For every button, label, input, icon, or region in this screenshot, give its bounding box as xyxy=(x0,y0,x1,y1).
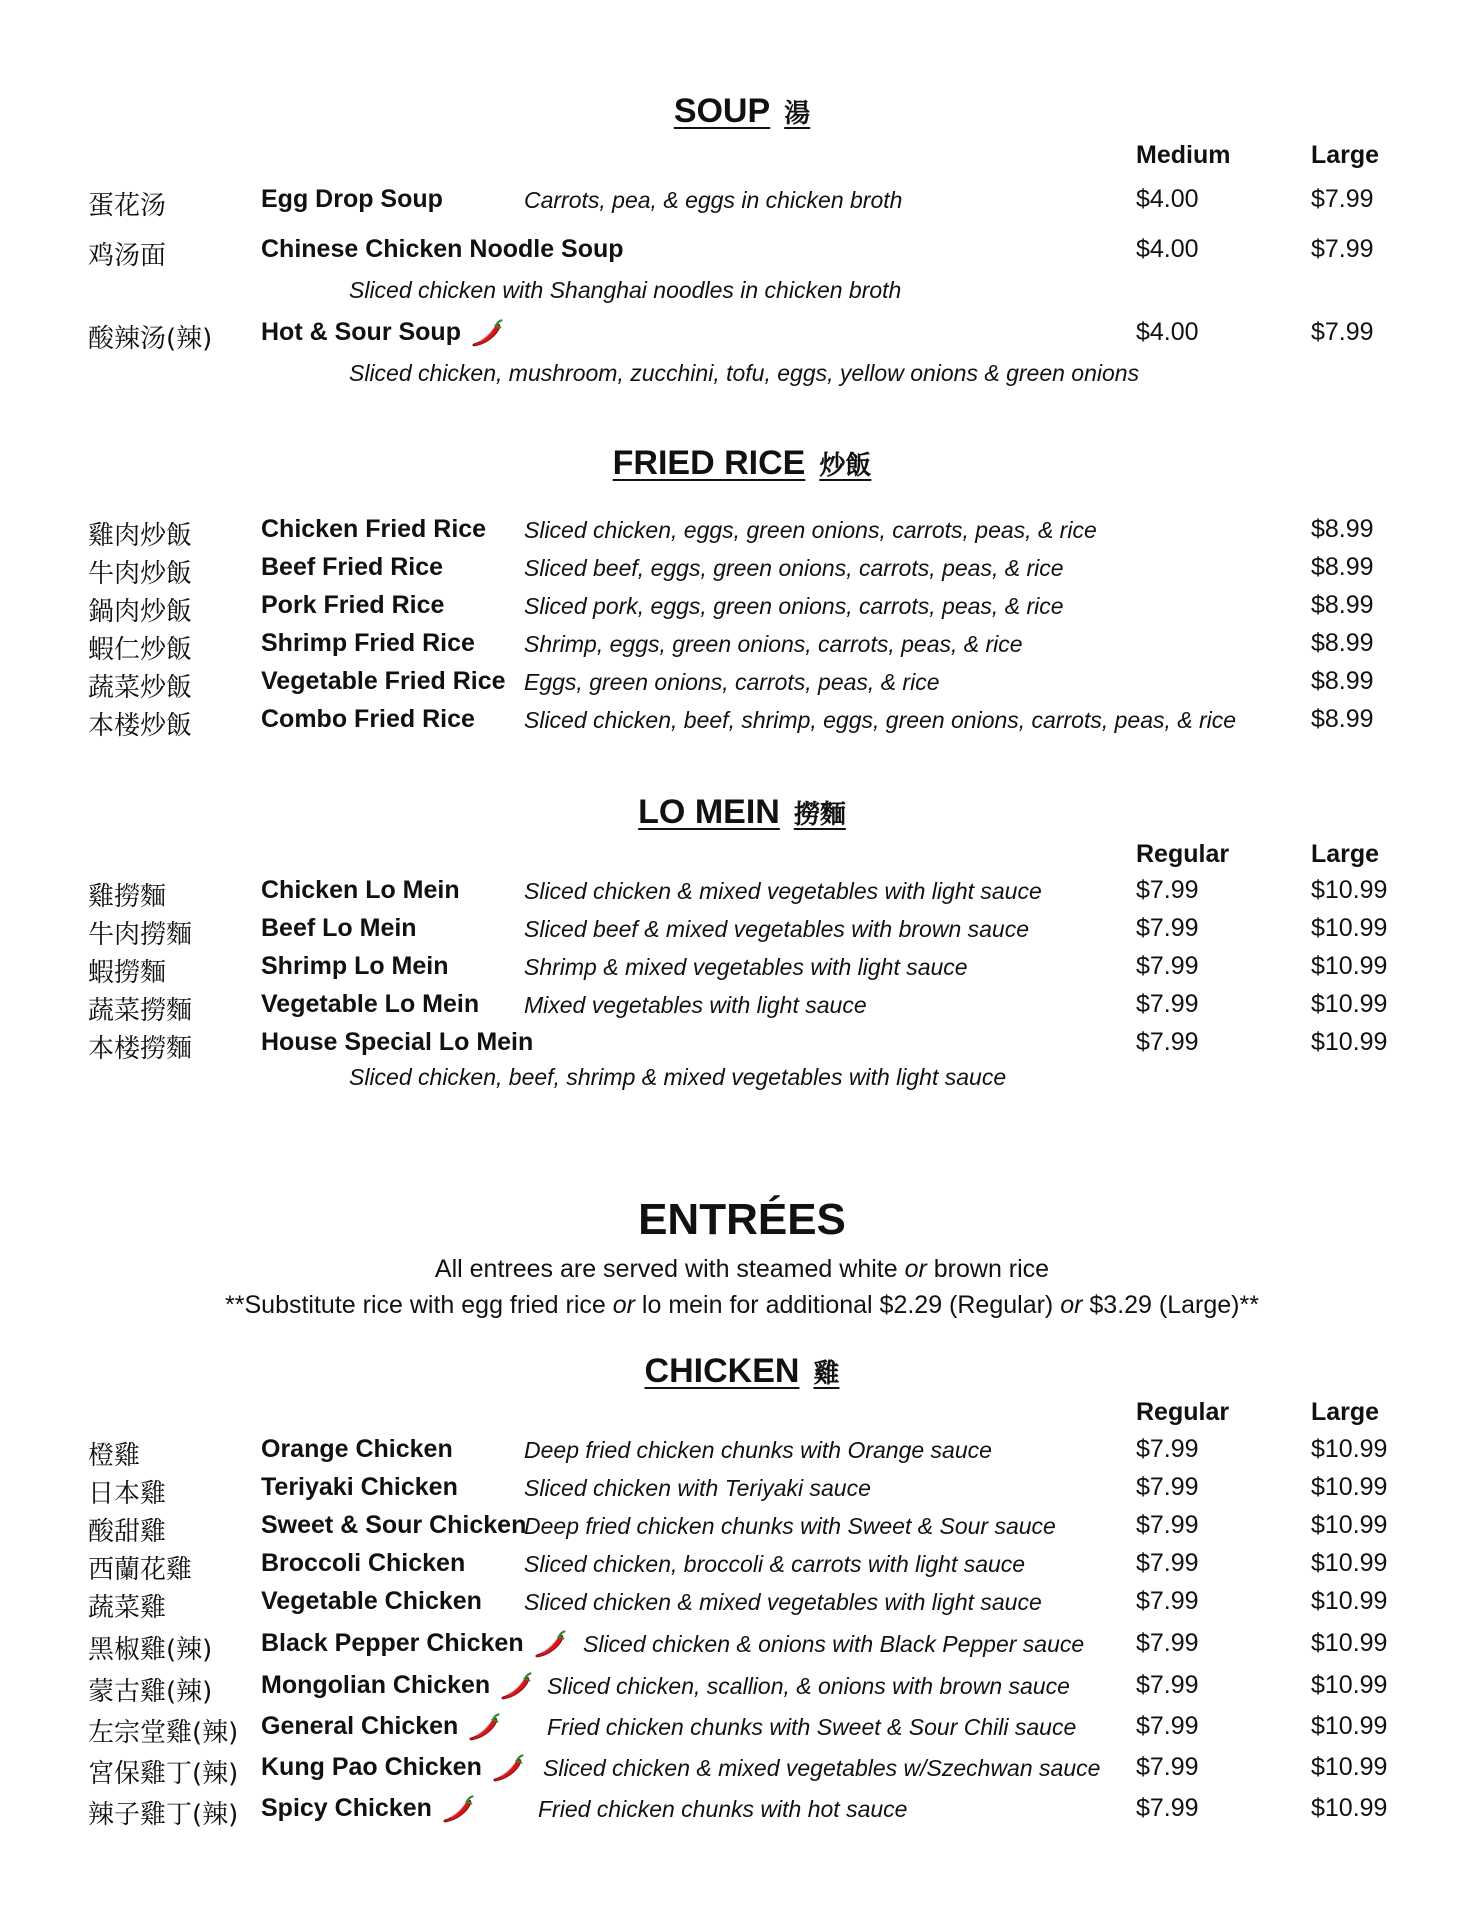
item-description: Shrimp & mixed vegetables with light sauce xyxy=(524,954,968,980)
price-medium: $4.00 xyxy=(1136,185,1199,213)
menu-row xyxy=(0,515,1484,549)
lo-mein-title: LO MEIN xyxy=(638,793,780,831)
note-text: $3.29 (Large)** xyxy=(1082,1291,1259,1319)
item-name-with-spicy xyxy=(261,318,505,348)
menu-row xyxy=(0,667,1484,701)
item-chinese-name: 黑椒雞(辣) xyxy=(88,1635,213,1665)
menu-row xyxy=(0,1435,1484,1469)
menu-row xyxy=(0,591,1484,625)
price-large: $10.99 xyxy=(1311,1473,1388,1501)
item-name: Beef Lo Mein xyxy=(261,914,417,942)
item-name: Shrimp Fried Rice xyxy=(261,629,475,657)
menu-row xyxy=(0,1794,1484,1828)
chili-pepper-icon xyxy=(440,1794,476,1824)
item-name: Black Pepper Chicken xyxy=(261,1629,524,1657)
item-name: Sweet & Sour Chicken xyxy=(261,1511,527,1539)
item-description: Fried chicken chunks with hot sauce xyxy=(538,1796,908,1822)
item-chinese-name: 雞肉炒飯 xyxy=(88,521,193,551)
price-regular: $7.99 xyxy=(1136,1028,1199,1056)
price-regular: $7.99 xyxy=(1136,1712,1199,1740)
note-text: or xyxy=(612,1291,635,1319)
price-medium: $4.00 xyxy=(1136,318,1199,346)
item-description: Shrimp, eggs, green onions, carrots, peas, & rice xyxy=(524,631,1023,657)
item-name: Pork Fried Rice xyxy=(261,591,445,619)
price-large: $10.99 xyxy=(1311,1435,1388,1463)
price-regular: $7.99 xyxy=(1136,1435,1199,1463)
note-text: All entrees are served with steamed white xyxy=(434,1255,905,1283)
price-large: $10.99 xyxy=(1311,1028,1388,1056)
item-chinese-name: 蔬菜撈麵 xyxy=(88,996,193,1026)
price-large: $10.99 xyxy=(1311,952,1388,980)
menu-row xyxy=(0,629,1484,663)
item-chinese-name: 蒙古雞(辣) xyxy=(88,1677,213,1707)
item-description: Sliced chicken & onions with Black Pepper sauce xyxy=(583,1631,1085,1657)
item-description: Mixed vegetables with light sauce xyxy=(524,992,867,1018)
item-name: Spicy Chicken xyxy=(261,1794,432,1822)
price-regular: $7.99 xyxy=(1136,1511,1199,1539)
menu-row xyxy=(0,235,1484,269)
item-name-with-spicy xyxy=(261,1712,502,1742)
item-chinese-name: 日本雞 xyxy=(88,1479,167,1509)
item-description: Fried chicken chunks with Sweet & Sour Chili sauce xyxy=(547,1714,1077,1740)
item-name: Vegetable Chicken xyxy=(261,1587,482,1615)
item-name: Shrimp Lo Mein xyxy=(261,952,449,980)
menu-row xyxy=(0,952,1484,986)
item-chinese-name: 酸甜雞 xyxy=(88,1517,167,1547)
price-large: $10.99 xyxy=(1311,1511,1388,1539)
item-description: Deep fried chicken chunks with Sweet & Sour sauce xyxy=(524,1513,1056,1539)
item-chinese-name: 本楼炒飯 xyxy=(88,711,193,741)
item-chinese-name: 牛肉撈麵 xyxy=(88,920,193,950)
item-chinese-name: 鸡汤面 xyxy=(88,241,167,271)
item-chinese-name: 西蘭花雞 xyxy=(88,1555,193,1585)
soup-heading xyxy=(0,92,1484,131)
chicken-heading xyxy=(0,1352,1484,1391)
entrees-title: ENTRÉES xyxy=(638,1195,846,1244)
item-name: Combo Fried Rice xyxy=(261,705,475,733)
item-description: Sliced chicken with Shanghai noodles in chicken broth xyxy=(349,277,902,303)
price: $8.99 xyxy=(1311,705,1374,733)
price: $8.99 xyxy=(1311,629,1374,657)
fried-rice-heading xyxy=(0,444,1484,483)
price-regular: $7.99 xyxy=(1136,1753,1199,1781)
price-regular: $7.99 xyxy=(1136,1587,1199,1615)
price-regular: $7.99 xyxy=(1136,1473,1199,1501)
item-description: Sliced beef, eggs, green onions, carrots, peas, & rice xyxy=(524,555,1064,581)
chicken-title: CHICKEN xyxy=(644,1352,800,1390)
chili-pepper-icon xyxy=(469,318,505,348)
price-medium: $4.00 xyxy=(1136,235,1199,263)
price-large: $7.99 xyxy=(1311,318,1374,346)
item-chinese-name: 酸辣汤(辣) xyxy=(88,324,213,354)
item-description: Sliced beef & mixed vegetables with brown sauce xyxy=(524,916,1030,942)
item-name: Egg Drop Soup xyxy=(261,185,443,213)
menu-row xyxy=(0,914,1484,948)
item-description: Deep fried chicken chunks with Orange sauce xyxy=(524,1437,992,1463)
substitute-note xyxy=(0,1291,1484,1320)
item-name-with-spicy xyxy=(261,1794,476,1824)
item-name: Teriyaki Chicken xyxy=(261,1473,458,1501)
price-large: $10.99 xyxy=(1311,1587,1388,1615)
chicken-col-regular: Regular xyxy=(1136,1398,1230,1426)
item-chinese-name: 牛肉炒飯 xyxy=(88,559,193,589)
price-regular: $7.99 xyxy=(1136,952,1199,980)
note-text: or xyxy=(904,1255,927,1283)
item-chinese-name: 本楼撈麵 xyxy=(88,1034,193,1064)
menu-row xyxy=(0,318,1484,352)
menu-row xyxy=(0,1549,1484,1583)
fried-rice-title-zh: 炒飯 xyxy=(819,451,872,481)
item-name: House Special Lo Mein xyxy=(261,1028,534,1056)
lo-mein-col-regular: Regular xyxy=(1136,840,1230,868)
price-regular: $7.99 xyxy=(1136,1671,1199,1699)
item-name: Beef Fried Rice xyxy=(261,553,444,581)
price-large: $10.99 xyxy=(1311,1712,1388,1740)
price-regular: $7.99 xyxy=(1136,1629,1199,1657)
item-description: Sliced chicken & mixed vegetables w/Szechwan sauce xyxy=(543,1755,1101,1781)
chili-pepper-icon xyxy=(498,1671,534,1701)
soup-title-zh: 湯 xyxy=(784,99,811,129)
menu-row xyxy=(0,553,1484,587)
item-name: Orange Chicken xyxy=(261,1435,453,1463)
price-regular: $7.99 xyxy=(1136,1794,1199,1822)
item-description: Sliced chicken with Teriyaki sauce xyxy=(524,1475,871,1501)
item-name: Chicken Lo Mein xyxy=(261,876,460,904)
fried-rice-title: FRIED RICE xyxy=(612,444,806,482)
item-name: Hot & Sour Soup xyxy=(261,318,461,346)
item-description: Sliced chicken & mixed vegetables with light sauce xyxy=(524,1589,1042,1615)
item-description: Sliced chicken, broccoli & carrots with light sauce xyxy=(524,1551,1026,1577)
item-name: Vegetable Fried Rice xyxy=(261,667,506,695)
price: $8.99 xyxy=(1311,591,1374,619)
lo-mein-heading xyxy=(0,793,1484,832)
price-large: $7.99 xyxy=(1311,185,1374,213)
price-large: $10.99 xyxy=(1311,876,1388,904)
item-chinese-name: 蝦仁炒飯 xyxy=(88,635,193,665)
item-description: Sliced pork, eggs, green onions, carrots, peas, & rice xyxy=(524,593,1064,619)
price-regular: $7.99 xyxy=(1136,914,1199,942)
item-chinese-name: 鍋肉炒飯 xyxy=(88,597,193,627)
item-description: Eggs, green onions, carrots, peas, & rice xyxy=(524,669,940,695)
item-name: Vegetable Lo Mein xyxy=(261,990,480,1018)
price-large: $10.99 xyxy=(1311,1753,1388,1781)
item-name: Chicken Fried Rice xyxy=(261,515,487,543)
price-regular: $7.99 xyxy=(1136,1549,1199,1577)
price: $8.99 xyxy=(1311,553,1374,581)
item-name: Broccoli Chicken xyxy=(261,1549,466,1577)
note-text: **Substitute rice with egg fried rice xyxy=(225,1291,613,1319)
item-description: Sliced chicken, beef, shrimp, eggs, green onions, carrots, peas, & rice xyxy=(524,707,1237,733)
entrees-note xyxy=(0,1255,1484,1284)
item-name: Kung Pao Chicken xyxy=(261,1753,482,1781)
note-text: or xyxy=(1060,1291,1083,1319)
item-chinese-name: 蝦撈麵 xyxy=(88,958,167,988)
menu-row xyxy=(0,1028,1484,1062)
menu-row xyxy=(0,1473,1484,1507)
item-name: Chinese Chicken Noodle Soup xyxy=(261,235,624,263)
item-chinese-name: 蛋花汤 xyxy=(88,191,167,221)
price-large: $10.99 xyxy=(1311,1671,1388,1699)
item-name-with-spicy xyxy=(261,1629,568,1659)
menu-row xyxy=(0,1587,1484,1621)
chicken-col-large: Large xyxy=(1311,1398,1380,1426)
item-name: General Chicken xyxy=(261,1712,459,1740)
menu-row xyxy=(0,1753,1484,1787)
item-chinese-name: 宮保雞丁(辣) xyxy=(88,1759,239,1789)
item-description: Sliced chicken, eggs, green onions, carrots, peas, & rice xyxy=(524,517,1097,543)
menu-row xyxy=(0,705,1484,739)
menu-row xyxy=(0,990,1484,1024)
price-large: $10.99 xyxy=(1311,1794,1388,1822)
chili-pepper-icon xyxy=(466,1712,502,1742)
note-text: lo mein for additional $2.29 (Regular) xyxy=(634,1291,1061,1319)
item-chinese-name: 橙雞 xyxy=(88,1441,141,1471)
lo-mein-col-large: Large xyxy=(1311,840,1380,868)
price-large: $10.99 xyxy=(1311,1549,1388,1577)
chicken-title-zh: 雞 xyxy=(813,1359,840,1389)
chili-pepper-icon xyxy=(490,1753,526,1783)
price-large: $10.99 xyxy=(1311,990,1388,1018)
item-chinese-name: 左宗堂雞(辣) xyxy=(88,1718,239,1748)
item-description: Sliced chicken, mushroom, zucchini, tofu, eggs, yellow onions & green onions xyxy=(349,360,1140,386)
menu-row xyxy=(0,876,1484,910)
lo-mein-title-zh: 撈麵 xyxy=(793,800,846,830)
item-name-with-spicy xyxy=(261,1753,526,1783)
item-description: Sliced chicken & mixed vegetables with light sauce xyxy=(524,878,1042,904)
note-text: brown rice xyxy=(926,1255,1050,1283)
soup-title: SOUP xyxy=(673,92,771,130)
item-chinese-name: 蔬菜炒飯 xyxy=(88,673,193,703)
item-name: Mongolian Chicken xyxy=(261,1671,491,1699)
item-name-with-spicy xyxy=(261,1671,534,1701)
price-large: $10.99 xyxy=(1311,914,1388,942)
item-chinese-name: 雞撈麵 xyxy=(88,882,167,912)
menu-row xyxy=(0,1671,1484,1705)
soup-col-medium: Medium xyxy=(1136,141,1231,169)
price-large: $10.99 xyxy=(1311,1629,1388,1657)
menu-row xyxy=(0,185,1484,219)
menu-row xyxy=(0,1511,1484,1545)
item-chinese-name: 辣子雞丁(辣) xyxy=(88,1800,239,1830)
soup-col-large: Large xyxy=(1311,141,1380,169)
menu-row xyxy=(0,1712,1484,1746)
price-regular: $7.99 xyxy=(1136,990,1199,1018)
item-description: Sliced chicken, scallion, & onions with brown sauce xyxy=(547,1673,1070,1699)
chili-pepper-icon xyxy=(532,1629,568,1659)
price-regular: $7.99 xyxy=(1136,876,1199,904)
price: $8.99 xyxy=(1311,667,1374,695)
menu-row xyxy=(0,1629,1484,1663)
price: $8.99 xyxy=(1311,515,1374,543)
price-large: $7.99 xyxy=(1311,235,1374,263)
item-description: Carrots, pea, & eggs in chicken broth xyxy=(524,187,903,213)
item-description: Sliced chicken, beef, shrimp & mixed vegetables with light sauce xyxy=(349,1064,1007,1090)
item-chinese-name: 蔬菜雞 xyxy=(88,1593,167,1623)
